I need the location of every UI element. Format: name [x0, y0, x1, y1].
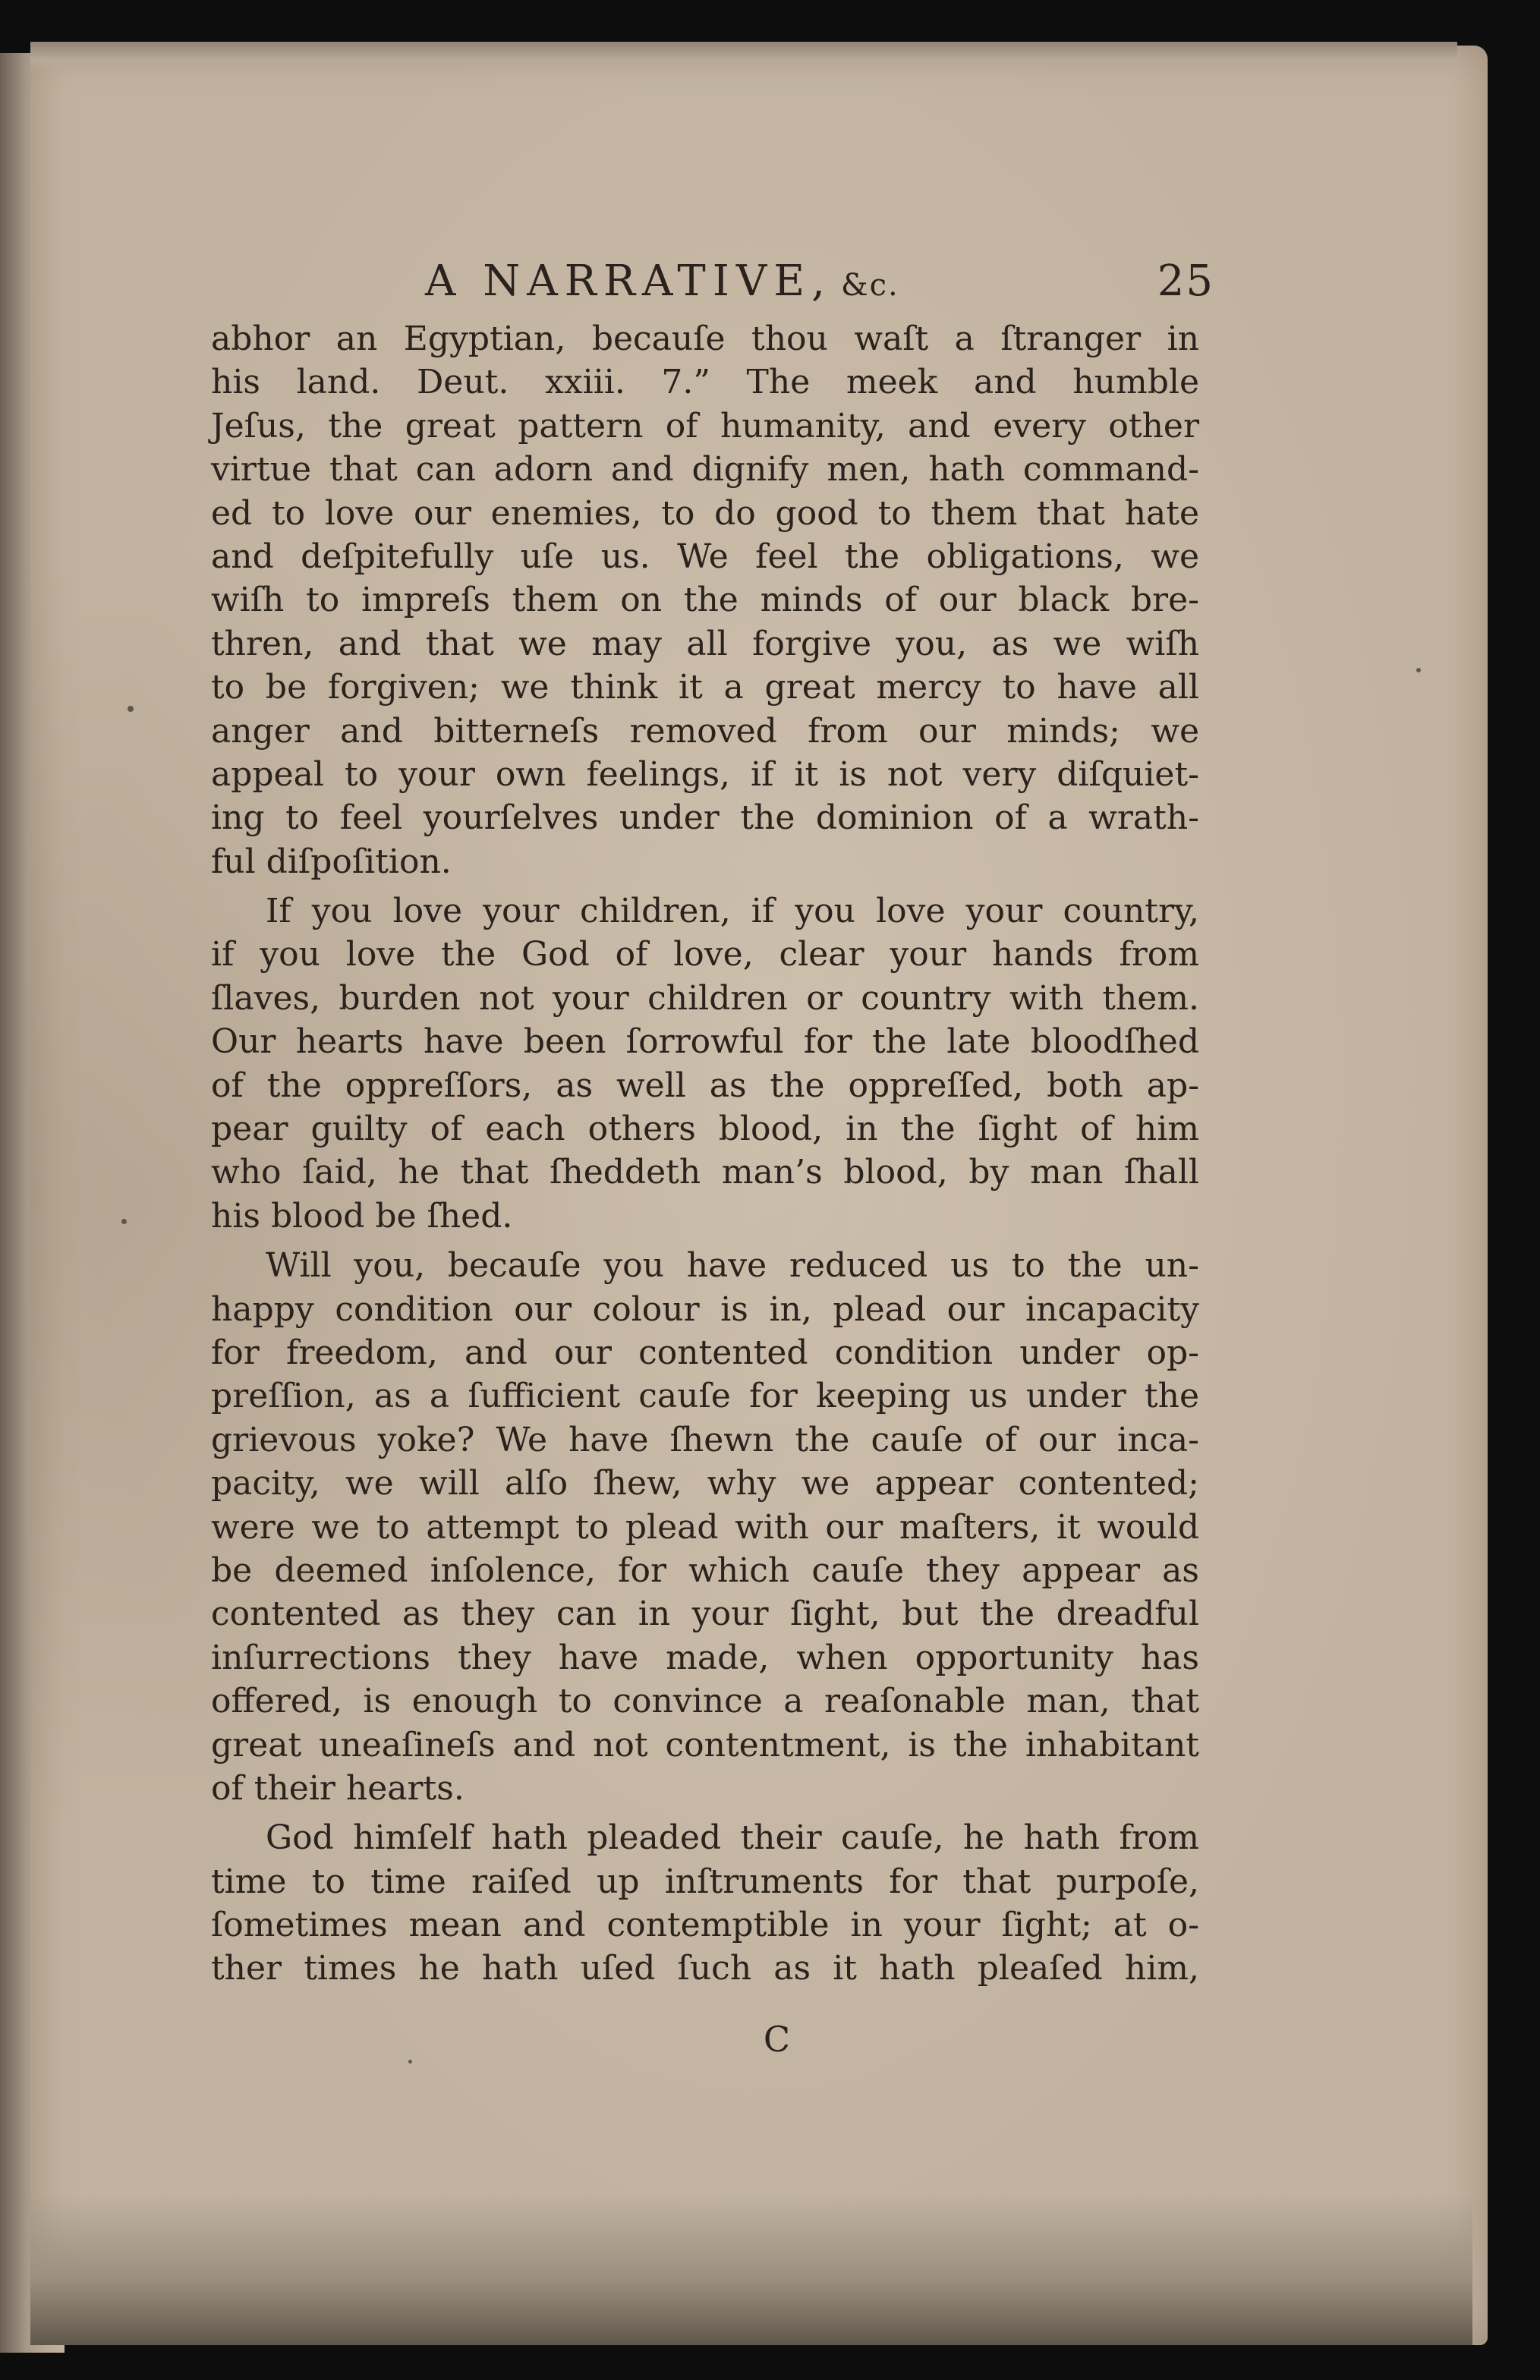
text-line: were we to attempt to plead with our maſters, it would [211, 1507, 1199, 1547]
text-line: God himſelf hath pleaded their cauſe, he hath from [266, 1818, 1199, 1858]
text-line: ſlaves, burden not your children or country with them. [211, 978, 1199, 1018]
text-line: contented as they can in your ſight, but the dreadful [211, 1595, 1199, 1634]
text-line: pear guilty of each others blood, in the ſight of him [211, 1110, 1199, 1149]
text-line: and deſpitefully uſe us. We feel the obligations, we [211, 537, 1199, 576]
body-text [211, 317, 1199, 1991]
text-line: wiſh to impreſs them on the minds of our black bre- [211, 581, 1199, 620]
page-number: 25 [1157, 257, 1214, 306]
text-line: Jeſus, the great pattern of humanity, and every other [211, 406, 1199, 445]
text-line: ſometimes mean and contemptible in your ſight; at o- [211, 1906, 1199, 1945]
text-line: virtue that can adorn and dignify men, hath command- [211, 450, 1199, 490]
text-line: to be forgiven; we think it a great mercy to have all [211, 668, 1199, 707]
text-line: ther times he hath uſed ſuch as it hath pleaſed him, [211, 1949, 1199, 1988]
paragraph-gap [211, 1810, 1199, 1816]
running-head-etc: &c. [840, 268, 899, 303]
text-line: If you love your children, if you love your country, [266, 892, 1199, 931]
text-line: offered, is enough to convince a reaſonable man, that [211, 1682, 1199, 1721]
paragraph-gap [211, 883, 1199, 889]
text-line: ful diſpoſition. [211, 842, 452, 881]
text-line: ed to love our enemies, to do good to them that hate [211, 493, 1199, 533]
text-line: ing to feel yourſelves under the dominion of a wrath- [211, 798, 1199, 838]
text-line: happy condition our colour is in, plead our incapacity [211, 1289, 1199, 1329]
text-line: for freedom, and our contented condition under op- [211, 1333, 1199, 1372]
text-line: inſurrections they have made, when opportunity has [211, 1638, 1199, 1677]
text-line: appeal to your own feelings, if it is not very diſquiet- [211, 754, 1199, 794]
text-line: time to time raiſed up inſtruments for that purpoſe, [211, 1862, 1199, 1901]
text-line: his blood be ſhed. [211, 1196, 513, 1236]
text-line: be deemed inſolence, for which cauſe they appear as [211, 1550, 1199, 1590]
text-line: who ſaid, he that ſheddeth man’s blood, by man ſhall [211, 1153, 1199, 1192]
text-line: Will you, becauſe you have reduced us to the un- [266, 1246, 1199, 1286]
signature-mark: C [763, 2019, 792, 2060]
text-line: anger and bitterneſs removed from our minds; we [211, 711, 1199, 751]
paragraph-gap [211, 1238, 1199, 1244]
running-head-title-text: A NARRATIVE, [425, 257, 832, 306]
text-line: pacity, we will alſo ſhew, why we appear contented; [211, 1464, 1199, 1503]
running-head [425, 257, 1214, 317]
text-line: preſſion, as a ſufficient cauſe for keeping us under the [211, 1377, 1199, 1416]
text-line: Our hearts have been ſorrowful for the late bloodſhed [211, 1022, 1199, 1062]
text-line: if you love the God of love, clear your hands from [211, 935, 1199, 974]
running-head-title [425, 257, 899, 306]
text-line: great uneaſineſs and not contentment, is the inhabitant [211, 1725, 1199, 1765]
text-line: of their hearts. [211, 1768, 465, 1808]
text-line: grievous yoke? We have ſhewn the cauſe of our inca- [211, 1420, 1199, 1459]
text-line: abhor an Egyptian, becauſe thou waſt a ſtranger in [211, 320, 1199, 358]
text-line: thren, and that we may all forgive you, as we wiſh [211, 624, 1199, 663]
text-line: of the oppreſſors, as well as the oppreſſed, both ap- [211, 1066, 1199, 1105]
text-line: his land. Deut. xxiii. 7.” The meek and humble [211, 363, 1199, 402]
